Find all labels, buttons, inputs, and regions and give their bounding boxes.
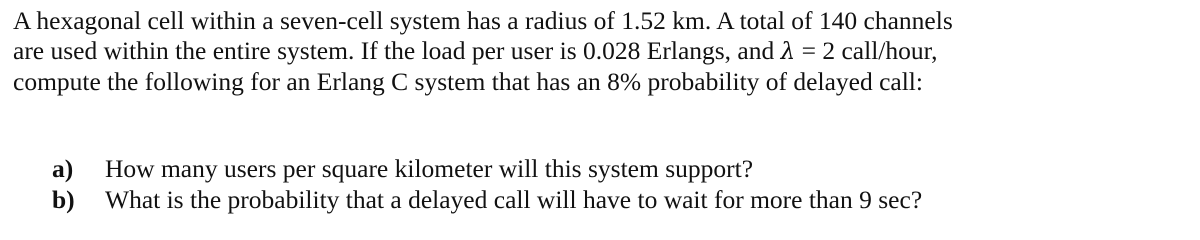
problem-line-3: compute the following for an Erlang C system that has an 8% probability of delayed call: [13,67,923,96]
problem-line-2 [13,36,1193,67]
question-b-label: b) [52,185,75,214]
question-list [52,153,922,215]
question-a-text: How many users per square kilometer will this system support? [105,154,754,183]
problem-line-2-end: = 2 call/hour, [795,36,938,65]
problem-line-1: A hexagonal cell within a seven-cell system has a radius of 1.52 km. A total of 140 channels [13,6,953,35]
question-a [52,153,922,184]
question-b-text: What is the probability that a delayed call will have to wait for more than 9 sec? [105,185,923,214]
problem-statement [13,6,1193,97]
question-a-label: a) [52,154,74,183]
question-b [52,184,922,215]
problem-line-2-start: are used within the entire system. If the load per user is 0.028 Erlangs, and [13,36,781,65]
lambda-symbol: λ [780,39,796,65]
